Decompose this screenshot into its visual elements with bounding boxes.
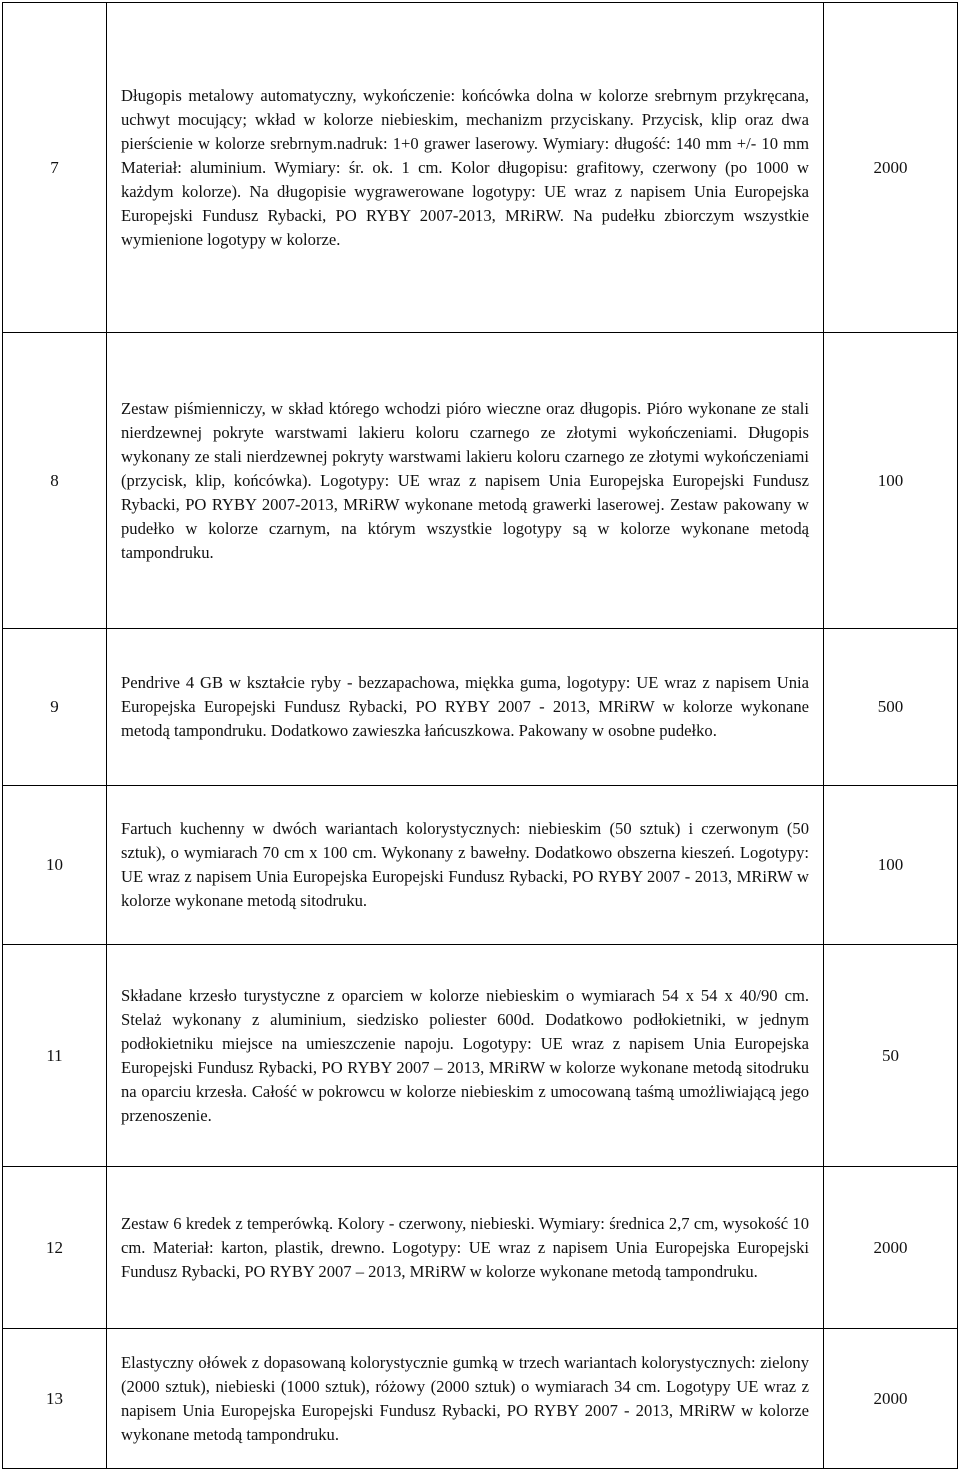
item-description: Składane krzesło turystyczne z oparciem w kolorze niebieskim o wymiarach 54 x 54 x 40/90 cm. Stelaż wykonany z aluminium, siedzisko poliester 600d. Dodatkowo podłokietniki, w jednym podłokietniku miejsce na umieszczenie napoju. Logotypy: UE wraz z napisem Unia Europejska Europejski Fundusz Rybacki, PO RYBY 2007 – 2013, MRiRW w kolorze wykonane metodą sitodruku na oparciu krzesła. Całość w pokrowcu w kolorze niebieskim z umocowaną taśmą umożliwiającą jego przenoszenie.: [107, 945, 824, 1167]
item-description: Pendrive 4 GB w kształcie ryby - bezzapachowa, miękka guma, logotypy: UE wraz z napisem Unia Europejska Europejski Fundusz Rybacki, PO RYBY 2007 - 2013, MRiRW w kolorze wykonane metodą tampondruku. Dodatkowo zawieszka łańcuszkowa. Pakowany w osobne pudełko.: [107, 629, 824, 786]
item-quantity: 100: [824, 333, 958, 629]
table-row: [3, 629, 958, 786]
row-number: 8: [3, 333, 107, 629]
table-row: [3, 333, 958, 629]
item-description: Zestaw 6 kredek z temperówką. Kolory - czerwony, niebieski. Wymiary: średnica 2,7 cm, wysokość 10 cm. Materiał: karton, plastik, drewno. Logotypy: UE wraz z napisem Unia Europejska Europejski Fundusz Rybacki, PO RYBY 2007 – 2013, MRiRW w kolorze wykonane metodą tampondruku.: [107, 1167, 824, 1329]
row-number: 11: [3, 945, 107, 1167]
item-quantity: 50: [824, 945, 958, 1167]
row-number: 7: [3, 3, 107, 333]
item-description: Długopis metalowy automatyczny, wykończenie: końcówka dolna w kolorze srebrnym przykręcana, uchwyt mocujący; wkład w kolorze niebieskim, mechanizm przyciskany. Przycisk, klip oraz dwa pierścienie w kolorze srebrnym.nadruk: 1+0 grawer laserowy. Wymiary: długość: 140 mm +/- 10 mm Materiał: aluminium. Wymiary: śr. ok. 1 cm. Kolor długopisu: grafitowy, czerwony (po 1000 w każdym kolorze). Na długopisie wygrawerowane logotypy: UE wraz z napisem Unia Europejska Europejski Fundusz Rybacki, PO RYBY 2007-2013, MRiRW. Na pudełku zbiorczym wszystkie wymienione logotypy w kolorze.: [107, 3, 824, 333]
table-row: [3, 1329, 958, 1469]
item-quantity: 500: [824, 629, 958, 786]
row-number: 12: [3, 1167, 107, 1329]
item-quantity: 2000: [824, 1167, 958, 1329]
row-number: 10: [3, 786, 107, 945]
specification-table: [2, 2, 958, 1469]
row-number: 9: [3, 629, 107, 786]
item-description: Elastyczny ołówek z dopasowaną kolorystycznie gumką w trzech wariantach kolorystycznych: zielony (2000 sztuk), niebieski (1000 sztuk), różowy (2000 sztuk) o wymiarach 34 cm. Logotypy UE wraz z napisem Unia Europejska Europejski Fundusz Rybacki, PO RYBY 2007 - 2013, MRiRW w kolorze wykonane metodą tampondruku.: [107, 1329, 824, 1469]
table-row: [3, 3, 958, 333]
item-description: Zestaw piśmienniczy, w skład którego wchodzi pióro wieczne oraz długopis. Pióro wykonane ze stali nierdzewnej pokryte warstwami lakieru koloru czarnego ze złotymi wykończeniami. Długopis wykonany ze stali nierdzewnej pokryty warstwami lakieru koloru czarnego ze złotymi wykończeniami (przycisk, klip, końcówka). Logotypy: UE wraz z napisem Unia Europejska Europejski Fundusz Rybacki, PO RYBY 2007-2013, MRiRW wykonane metodą grawerki laserowej. Zestaw pakowany w pudełko w kolorze czarnym, na którym wszystkie logotypy są w kolorze wykonane metodą tampondruku.: [107, 333, 824, 629]
item-quantity: 2000: [824, 1329, 958, 1469]
row-number: 13: [3, 1329, 107, 1469]
item-description: Fartuch kuchenny w dwóch wariantach kolorystycznych: niebieskim (50 sztuk) i czerwonym (50 sztuk), o wymiarach 70 cm x 100 cm. Wykonany z bawełny. Dodatkowo obszerna kieszeń. Logotypy: UE wraz z napisem Unia Europejska Europejski Fundusz Rybacki, PO RYBY 2007 - 2013, MRiRW w kolorze wykonane metodą sitodruku.: [107, 786, 824, 945]
table-row: [3, 786, 958, 945]
table-row: [3, 945, 958, 1167]
item-quantity: 2000: [824, 3, 958, 333]
table-row: [3, 1167, 958, 1329]
item-quantity: 100: [824, 786, 958, 945]
